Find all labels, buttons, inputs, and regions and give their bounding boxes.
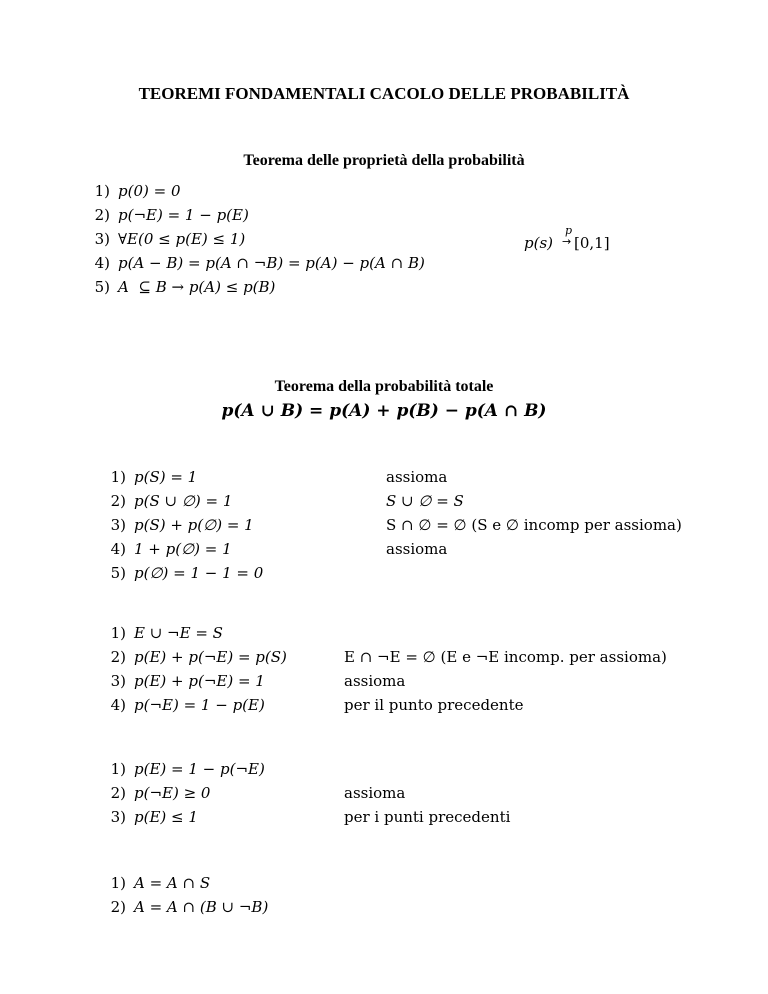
section1-heading: Teorema delle proprietà della probabilità	[243, 152, 525, 169]
item-formula: p(A − B) = p(A ∩ ¬B) = p(A) − p(A ∩ B)	[118, 254, 425, 272]
step-number: 1)	[110, 760, 126, 778]
arrow-icon: →	[562, 235, 572, 248]
step-number: 2)	[110, 784, 126, 802]
step-justification: assioma	[344, 784, 406, 802]
item-number: 3)	[94, 230, 110, 248]
step-number: 3)	[110, 672, 126, 690]
step-number: 3)	[110, 808, 126, 826]
total-probability-formula: p(A ∪ B) = p(A) + p(B) − p(A ∩ B)	[221, 401, 547, 421]
step-number: 1)	[110, 468, 126, 486]
step-number: 1)	[110, 874, 126, 892]
step-formula: p(S) = 1	[134, 468, 198, 486]
codomain-arrow-label: p	[565, 224, 573, 237]
step-formula: p(E) ≤ 1	[134, 808, 198, 826]
codomain-interval: [0,1]	[574, 234, 610, 252]
item-formula: ∀E(0 ≤ p(E) ≤ 1)	[118, 230, 246, 248]
step-number: 5)	[110, 564, 126, 582]
step-formula: p(¬E) ≥ 0	[134, 784, 211, 802]
step-formula: 1 + p(∅) = 1	[134, 540, 232, 558]
document-title: TEOREMI FONDAMENTALI CACOLO DELLE PROBABILITÀ	[138, 84, 630, 103]
step-formula: p(E) = 1 − p(¬E)	[134, 760, 265, 778]
step-justification: per i punti precedenti	[344, 808, 511, 826]
step-formula: p(S ∪ ∅) = 1	[134, 492, 233, 510]
step-justification: S ∪ ∅ = S	[386, 492, 464, 510]
codomain-function: p(s)	[524, 234, 554, 252]
step-number: 2)	[110, 898, 126, 916]
item-number: 1)	[94, 182, 110, 200]
step-formula: p(E) + p(¬E) = 1	[134, 672, 265, 690]
step-justification: assioma	[386, 540, 448, 558]
item-number: 4)	[94, 254, 110, 272]
step-number: 4)	[110, 696, 126, 714]
step-number: 2)	[110, 492, 126, 510]
step-formula: p(S) + p(∅) = 1	[134, 516, 254, 534]
step-justification: S ∩ ∅ = ∅ (S e ∅ incomp per assioma)	[386, 516, 682, 534]
item-number: 5)	[94, 278, 110, 296]
item-formula: A ⊆ B → p(A) ≤ p(B)	[118, 278, 276, 296]
step-justification: E ∩ ¬E = ∅ (E e ¬E incomp. per assioma)	[344, 648, 667, 666]
step-number: 1)	[110, 624, 126, 642]
step-formula: p(E) + p(¬E) = p(S)	[134, 648, 287, 666]
step-justification: assioma	[386, 468, 448, 486]
step-number: 4)	[110, 540, 126, 558]
step-formula: A = A ∩ (B ∪ ¬B)	[134, 898, 269, 916]
step-number: 2)	[110, 648, 126, 666]
item-formula: p(0) = 0	[118, 182, 181, 200]
step-formula: A = A ∩ S	[134, 874, 211, 892]
step-justification: assioma	[344, 672, 406, 690]
step-formula: p(∅) = 1 − 1 = 0	[134, 564, 264, 582]
item-formula: p(¬E) = 1 − p(E)	[118, 206, 249, 224]
item-number: 2)	[94, 206, 110, 224]
step-number: 3)	[110, 516, 126, 534]
step-formula: E ∪ ¬E = S	[134, 624, 223, 642]
step-formula: p(¬E) = 1 − p(E)	[134, 696, 265, 714]
section2-heading: Teorema della probabilità totale	[274, 378, 494, 395]
step-justification: per il punto precedente	[344, 696, 524, 714]
